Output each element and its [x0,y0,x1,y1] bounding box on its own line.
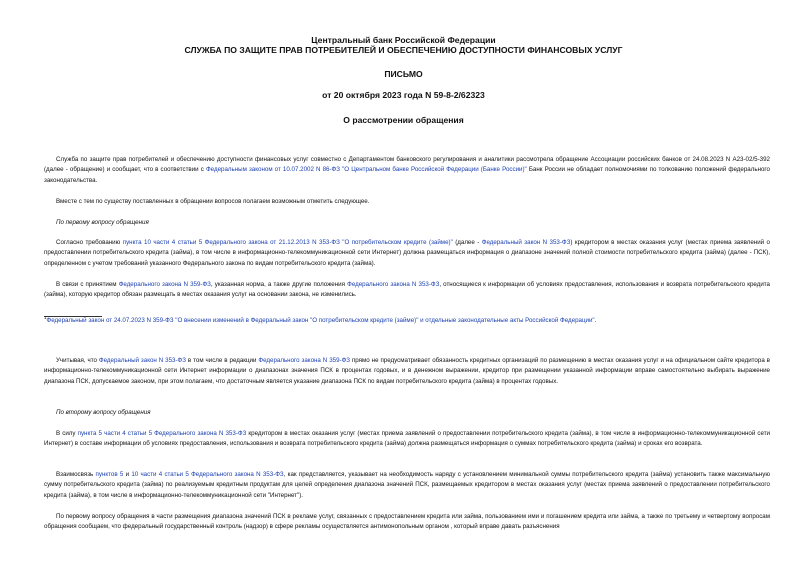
paragraph-5 [44,356,770,387]
text: кредитором в местах оказания услуг (местах приема заявлений о предоставлении потребительского кредита (займа), в том числе в информационно-телекоммуникационной сети Интернет) в составе информации об условиях предоставления, использования и возврата потребительского кредита (займа) должна размещаться информация о суммах потребительского кредита (займа) и сроках его возврата. [44,430,770,448]
text: В силу [56,430,78,437]
law-link-359-fz[interactable]: Федерального закона N 359-ФЗ [118,281,211,288]
question-2-heading: По второму вопросу обращения [56,409,151,416]
paragraph-2: Вместе с тем по существу поставленных в обращении вопросов полагаем возможным отметить следующее. [56,198,370,205]
text: ) кредитором в местах оказания услуг (местах приема заявлений о предоставлении потребительского кредита (займа), в том числе в информационно-телекоммуникационной сети Интернет) должна размещаться информация о диапазоне значений полной стоимости потребительского кредита (займа) (далее - ПСК), определенном с учетом требований указанного Федерального закона по видам потребительского кредита (займа). [44,239,770,267]
paragraph-1 [44,155,770,186]
law-link-353-fz[interactable]: Федеральный закон N 353-ФЗ [98,357,186,364]
law-link-353-fz-art5[interactable]: пункта 10 части 4 статьи 5 Федерального закона от 21.12.2013 N 353-ФЗ "О потребительском кредите (займе)" [122,239,453,246]
law-link-86-fz[interactable]: Федеральным законом от 10.07.2002 N 86-ФЗ "О Центральном банке Российской Федерации (Банке России)" [205,166,527,174]
text: (далее - [452,239,482,246]
law-link-points-5[interactable]: пунктов 5 [95,471,124,478]
issuer-org: Центральный банк Российской Федерации [311,35,496,45]
text: , указанная норма, а также другие положения [210,281,348,288]
text: в том числе в редакции [186,357,259,364]
law-link-353-fz-art5-p5[interactable]: пункта 5 части 4 статьи 5 Федерального закона N 353-ФЗ [77,430,247,437]
law-link-359-fz[interactable]: Федерального закона N 359-ФЗ [258,357,351,364]
footnote-mark: 1 [44,315,47,320]
document-type: ПИСЬМО [384,69,423,79]
footnote-law-link-359-fz[interactable]: Федеральный закон от 24.07.2023 N 359-ФЗ "О внесении изменений в Федеральный закон "О потребительском кредите (займе)" и отдельные законодательные акты Российской Федерации" [46,317,595,325]
paragraph-8: По первому вопросу обращения в части размещения диапазона значений ПСК в рекламе услуг, связанных с предоставлением кредита или займа, пользованием ими и погашением кредита или займа, а также по третьему и четвертому вопросам обращения сообщаем, что федеральный государственный контроль (надзор) в сфере рекламы осуществляется антимонопольным органом , который вправе давать разъяснения [44,513,770,531]
text: Банк России не обладает полномочиями по толкованию положений федерального законодательства. [44,166,770,184]
text: прямо не предусматривает обязанность кредитных организаций по размещению в местах оказания услуг и на официальном сайте кредитора в информационно-телекоммуникационной сети Интернет информации о диапазонах значения ПСК в процентах годовых, и в денежном выражении, кредитор при размещении указанной информации вправе самостоятельно выбирать выражение диапазона ПСК, допускаемое законом, при этом полагаем, что достаточным является указание диапазона ПСК по видам потребительского кредита (займа) в процентах годовых. [44,357,770,385]
text: Согласно требованию [56,239,123,246]
text: . [594,317,597,325]
text: и [123,471,132,478]
document-date-number: от 20 октября 2023 года N 59-8-2/62323 [322,90,485,100]
text: Взаимосвязь [56,471,96,478]
text: Учитывая, что [56,357,99,364]
footnote [44,313,770,326]
law-link-353-fz[interactable]: Федеральный закон N 353-ФЗ [481,239,571,246]
document-subject: О рассмотрении обращения [343,115,464,125]
paragraph-3 [44,238,770,269]
text: Служба по защите прав потребителей и обеспечению доступности финансовых услуг совместно с Департаментом банковского регулирования и аналитики рассмотрела обращение Ассоциации российских банков от 24.08.2023 N А23-02/5-392 (далее - обращение) и сообщает, что в соответствии с [44,156,770,174]
law-link-353-fz-art5-p10[interactable]: 10 части 4 статьи 5 Федерального закона N 353-ФЗ [131,471,284,478]
paragraph-6 [44,429,770,450]
text: , относящиеся к информации об условиях предоставления, использования и возврата потребительского кредита (займа), которую кредитор обязан размещать в местах оказания услуг на основании закона, не изменились. [44,281,770,299]
issuer-service: СЛУЖБА ПО ЗАЩИТЕ ПРАВ ПОТРЕБИТЕЛЕЙ И ОБЕСПЕЧЕНИЮ ДОСТУПНОСТИ ФИНАНСОВЫХ УСЛУГ [184,45,623,55]
text: , как представляется, указывает на необходимость наряду с установлением минимальной суммы потребительского кредита (займа) установить также максимальную сумму потребительского кредита (займа) по реализуемым кредитным продуктам для целей определения диапазона значений ПСК, размещаемых кредитором в местах оказания услуг (местах приема заявлений о предоставлении потребительского кредита (займа), в том числе в информационно-телекоммуникационной сети "Интернет"). [44,471,771,499]
text: В связи с принятием [56,281,119,288]
law-link-353-fz[interactable]: Федерального закона N 353-ФЗ [347,281,440,288]
paragraph-7 [44,470,770,501]
question-1-heading: По первому вопросу обращения [56,219,149,226]
paragraph-4 [44,280,770,301]
